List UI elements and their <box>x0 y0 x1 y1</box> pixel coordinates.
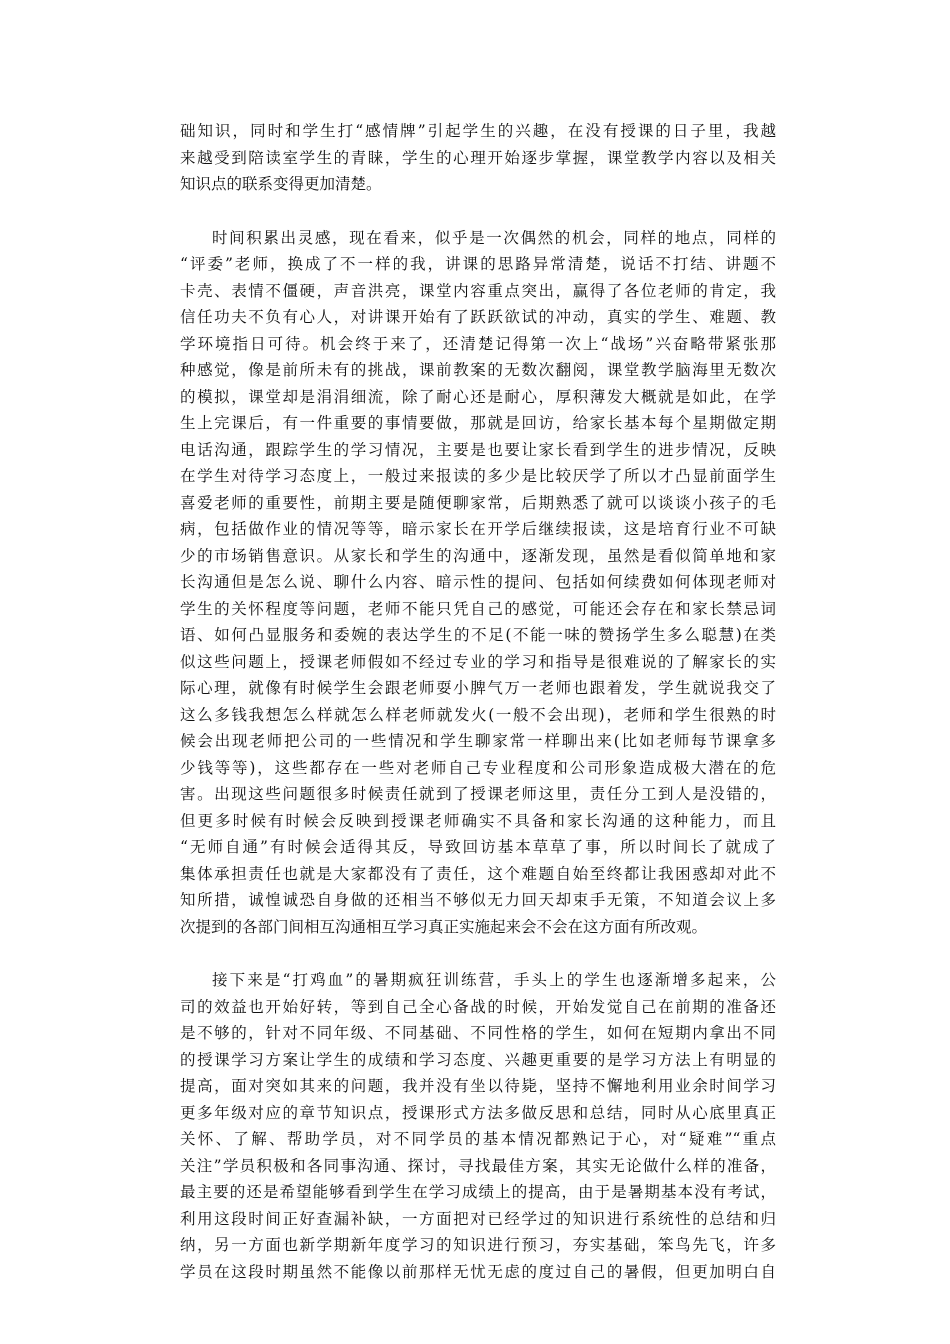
paragraph-gap <box>180 940 776 967</box>
text-line: 害。出现这些问题很多时候责任就到了授课老师这里，责任分工到人是没错的， <box>180 785 776 803</box>
text-line: 提高，面对突如其来的问题，我并没有坐以待毙，坚持不懈地利用业余时间学习 <box>180 1077 776 1095</box>
text-line: 集体承担责任也就是大家都没有了责任，这个难题自始至终都让我困惑却对此不 <box>180 864 776 883</box>
text-line: 语、如何凸显服务和委婉的表达学生的不足(不能一味的赞扬学生多么聪慧)在类 <box>180 626 776 644</box>
text-line: 是不够的，针对不同年级、不同基础、不同性格的学生，如何在短期内拿出不同 <box>180 1024 776 1042</box>
text-line: 电话沟通，跟踪学生的学习情况，主要是也要让家长看到学生的进步情况，反映 <box>180 440 776 459</box>
text-line: 喜爱老师的重要性，前期主要是随便聊家常，后期熟悉了就可以谈谈小孩子的毛 <box>180 493 776 512</box>
text-line: 生上完课后，有一件重要的事情要做，那就是回访，给家长基本每个星期做定期 <box>180 414 776 432</box>
text-line: 更多年级对应的章节知识点，授课形式方法多做反思和总结，同时从心底里真正 <box>180 1103 776 1122</box>
paragraph-3 <box>180 967 776 1285</box>
text-line: 纳，另一方面也新学期新年度学习的知识进行预习，夯实基础，笨鸟先飞，许多 <box>180 1236 776 1254</box>
text-line: 学员在这段时期虽然不能像以前那样无忧无虑的度过自己的暑假，但更加明白自 <box>180 1262 776 1281</box>
text-line: 信任功夫不负有心人，对讲课开始有了跃跃欲试的冲动，真实的学生、难题、教 <box>180 308 776 326</box>
text-line: 这么多钱我想怎么样就怎么样老师就发火(一般不会出现)，老师和学生很熟的时 <box>180 705 776 724</box>
text-line: 少的市场销售意识。从家长和学生的沟通中，逐渐发现，虽然是看似简单地和家 <box>180 546 776 565</box>
text-line: 卡壳、表情不僵硬，声音洪亮，课堂内容重点突出，赢得了各位老师的肯定，我 <box>180 281 776 300</box>
text-line: 础知识，同时和学生打“感情牌”引起学生的兴趣，在没有授课的日子里，我越 <box>180 122 776 140</box>
text-line: 最主要的还是希望能够看到学生在学习成绩上的提高，由于是暑期基本没有考试， <box>180 1183 776 1201</box>
text-line: 病，包括做作业的情况等等，暗示家长在开学后继续报读，这是培育行业不可缺 <box>180 520 776 538</box>
text-line: 来越受到陪读室学生的青睐，学生的心理开始逐步掌握，课堂教学内容以及相关 <box>180 148 776 167</box>
text-line: 司的效益也开始好转，等到自己全心备战的时候，开始发觉自己在前期的准备还 <box>180 997 776 1016</box>
paragraph-1 <box>180 118 776 198</box>
text-line: 关注”学员积极和各同事沟通、探讨，寻找最佳方案，其实无论做什么样的准备， <box>180 1156 776 1175</box>
text-line: 种感觉，像是前所未有的挑战，课前教案的无数次翻阅，课堂教学脑海里无数次 <box>180 361 776 379</box>
text-line: 学生的关怀程度等问题，老师不能只凭自己的感觉，可能还会存在和家长禁忌词 <box>180 599 776 618</box>
document-body <box>180 118 776 1285</box>
paragraph-gap <box>180 198 776 225</box>
text-line: 长沟通但是怎么说、聊什么内容、暗示性的提问、包括如何续费如何体现老师对 <box>180 573 776 591</box>
text-line: 知所措，诚惶诚恐自身做的还相当不够似无力回天却束手无策，不知道会议上多 <box>180 891 776 909</box>
text-line: 利用这段时间正好查漏补缺，一方面把对已经学过的知识进行系统性的总结和归 <box>180 1209 776 1228</box>
text-line: 次提到的各部门间相互沟通相互学习真正实施起来会不会在这方面有所改观。 <box>180 917 708 936</box>
text-line: 学环境指日可待。机会终于来了，还清楚记得第一次上“战场”兴奋略带紧张那 <box>180 334 776 353</box>
text-line: 接下来是“打鸡血”的暑期疯狂训练营，手头上的学生也逐渐增多起来，公 <box>212 971 776 989</box>
text-line: 关怀、了解、帮助学员，对不同学员的基本情况都熟记于心，对“疑难”“重点 <box>180 1130 776 1148</box>
text-line: 少钱等等)，这些都存在一些对老师自己专业程度和公司形象造成极大潜在的危 <box>180 758 776 777</box>
text-line: “无师自通”有时候会适得其反，导致回访基本草草了事，所以时间长了就成了 <box>180 838 776 856</box>
text-line: 知识点的联系变得更加清楚。 <box>180 175 382 193</box>
text-line: “评委”老师，换成了不一样的我，讲课的思路异常清楚，说话不打结、讲题不 <box>180 255 776 273</box>
text-line: 在学生对待学习态度上，一般过来报读的多少是比较厌学了所以才凸显前面学生 <box>180 467 776 485</box>
text-line: 际心理，就像有时候学生会跟老师耍小脾气万一老师也跟着发，学生就说我交了 <box>180 679 776 697</box>
text-line: 候会出现老师把公司的一些情况和学生聊家常一样聊出来(比如老师每节课拿多 <box>180 732 776 750</box>
text-line: 时间积累出灵感，现在看来，似乎是一次偶然的机会，同样的地点，同样的 <box>212 228 776 247</box>
text-line: 的模拟，课堂却是涓涓细流，除了耐心还是耐心，厚积薄发大概就是如此，在学 <box>180 387 776 406</box>
text-line: 似这些问题上，授课老师假如不经过专业的学习和指导是很难说的了解家长的实 <box>180 652 776 671</box>
text-line: 的授课学习方案让学生的成绩和学习态度、兴趣更重要的是学习方法上有明显的 <box>180 1050 776 1069</box>
paragraph-2 <box>180 225 776 941</box>
text-line: 但更多时候有时候会反映到授课老师确实不具备和家长沟通的这种能力，而且 <box>180 811 776 830</box>
